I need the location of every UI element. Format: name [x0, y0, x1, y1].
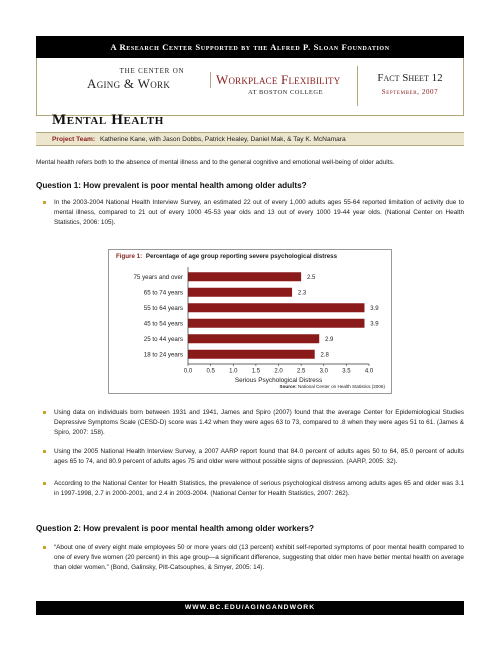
- page-title: Mental Health: [52, 112, 164, 128]
- category-label: 18 to 24 years: [143, 351, 183, 359]
- data-label: 2.3: [297, 290, 307, 297]
- question-2-heading: Question 2: How prevalent is poor mental health among older workers?: [36, 524, 314, 533]
- data-label: 3.9: [370, 321, 379, 328]
- q1-bullet-3: Using the 2005 National Health Interview Survey, a 2007 AARP report found that 84.0 percent of adults ages 50 to 64, 85.0 percent of adults ages 65 to 74, and 80.9 percent of adults ages 75 and older were without possible signs of depression. (AARP, 2005: 32).: [54, 448, 464, 465]
- figure-label: Figure 1:: [116, 253, 143, 260]
- project-team-members: Katherine Kane, with Jason Dobbs, Patrick Healey, Daniel Mak, & Tay K. McNamara: [99, 136, 346, 143]
- category-label: 65 to 74 years: [143, 289, 183, 297]
- figure-title-text: Percentage of age group reporting severe psychological distress: [145, 253, 338, 260]
- x-tick-label: 3.5: [342, 368, 351, 375]
- data-label: 2.8: [320, 352, 329, 359]
- bar: [188, 334, 319, 343]
- x-axis-label: Serious Psychological Distress: [234, 377, 323, 384]
- fact-sheet-number: Fact Sheet 12: [377, 72, 443, 84]
- x-tick-label: 1.5: [251, 368, 261, 375]
- masthead: [36, 58, 464, 116]
- x-tick-label: 1.0: [229, 368, 238, 375]
- category-label: 55 to 64 years: [143, 305, 183, 313]
- bar: [188, 303, 364, 312]
- x-tick-label: 0.5: [206, 368, 215, 375]
- q1-bullet-4: According to the National Center for Health Statistics, the prevalence of serious psychological distress among adults ages 65 and older was 3.1 in 1997-1998, 2.7 in 2000-2001, and 2.4 in 2003-2004. (National Center for Health Statistics, 2007: 262).: [54, 480, 464, 497]
- center-on-text: THE CENTER ON: [119, 67, 185, 75]
- footer-url[interactable]: WWW.BC.EDU/AGINGANDWORK: [36, 601, 464, 615]
- figure-title: [116, 253, 337, 260]
- x-tick-label: 2.0: [274, 368, 283, 375]
- q1-bullet-2: Using data on individuals born between 1931 and 1941, James and Spiro (2007) found that the average Center for Epidemiological Studies Depressive Symptoms Scale (CESD-D) score was 1.42 when they were ages 63 to 73, compared to .8 when they were ages 51 to 61. (James & Spiro, 2007: 158).: [54, 409, 464, 436]
- data-label: 3.9: [370, 306, 379, 313]
- aging-work-text: Aging & Work: [87, 76, 171, 91]
- intro-paragraph: Mental health refers both to the absence of mental illness and to the general cognitive and emotional well-being of older adults.: [36, 159, 395, 166]
- x-tick-label: 0.0: [183, 368, 193, 375]
- bar: [188, 319, 364, 328]
- bar-chart: [109, 250, 393, 395]
- figure-source: [280, 384, 385, 389]
- bar: [188, 272, 301, 281]
- bar: [188, 350, 315, 359]
- fact-sheet-box: [357, 66, 462, 106]
- project-team-bar: [36, 132, 464, 146]
- workplace-flexibility-text: Workplace Flexibility: [210, 72, 355, 88]
- workplace-flexibility-logo: [210, 72, 355, 96]
- data-label: 2.5: [306, 275, 316, 282]
- fact-sheet-date: September, 2007: [381, 88, 439, 96]
- boston-college-text: AT BOSTON COLLEGE: [248, 89, 324, 96]
- q1-bullet-1: In the 2003-2004 National Health Interview Survey, an estimated 22 out of every 1,000 adults ages 55-64 reported limitation of activity due to mental illness, compared to 21 out of every 1000 45-53 year olds and 13 out of every 1000 19-44 year olds. (National Center on Health Statistics, 2006: 105).: [54, 199, 464, 226]
- source-text: National Center on Health Statistics (2006): [297, 384, 385, 389]
- category-label: 25 to 44 years: [143, 336, 183, 344]
- question-1-heading: Question 1: How prevalent is poor mental health among older adults?: [36, 181, 307, 190]
- x-tick-label: 3.0: [319, 368, 328, 375]
- project-team-label: Project Team:: [52, 136, 96, 143]
- figure-1: [108, 249, 392, 394]
- q2-bullet-1: “About one of every eight male employees 50 or more years old (13 percent) exhibit self-reported symptoms of poor mental health compared to one of every five women (20 percent) in this age group—a significant difference, suggesting that older men have better mental health on average than older women.” (Bond, Galinsky, Pitt-Catsouphes, & Smyer, 2005: 14).: [54, 544, 464, 571]
- top-banner: A Research Center Supported by the Alfred P. Sloan Foundation: [36, 36, 464, 58]
- category-label: 45 to 54 years: [143, 320, 183, 328]
- data-label: 2.9: [325, 337, 334, 344]
- x-tick-label: 4.0: [364, 368, 374, 375]
- center-logo: [87, 67, 217, 92]
- bar: [188, 288, 292, 297]
- x-tick-label: 2.5: [296, 368, 306, 375]
- category-label: 75 years and over: [133, 274, 183, 282]
- source-label: Source:: [279, 384, 297, 389]
